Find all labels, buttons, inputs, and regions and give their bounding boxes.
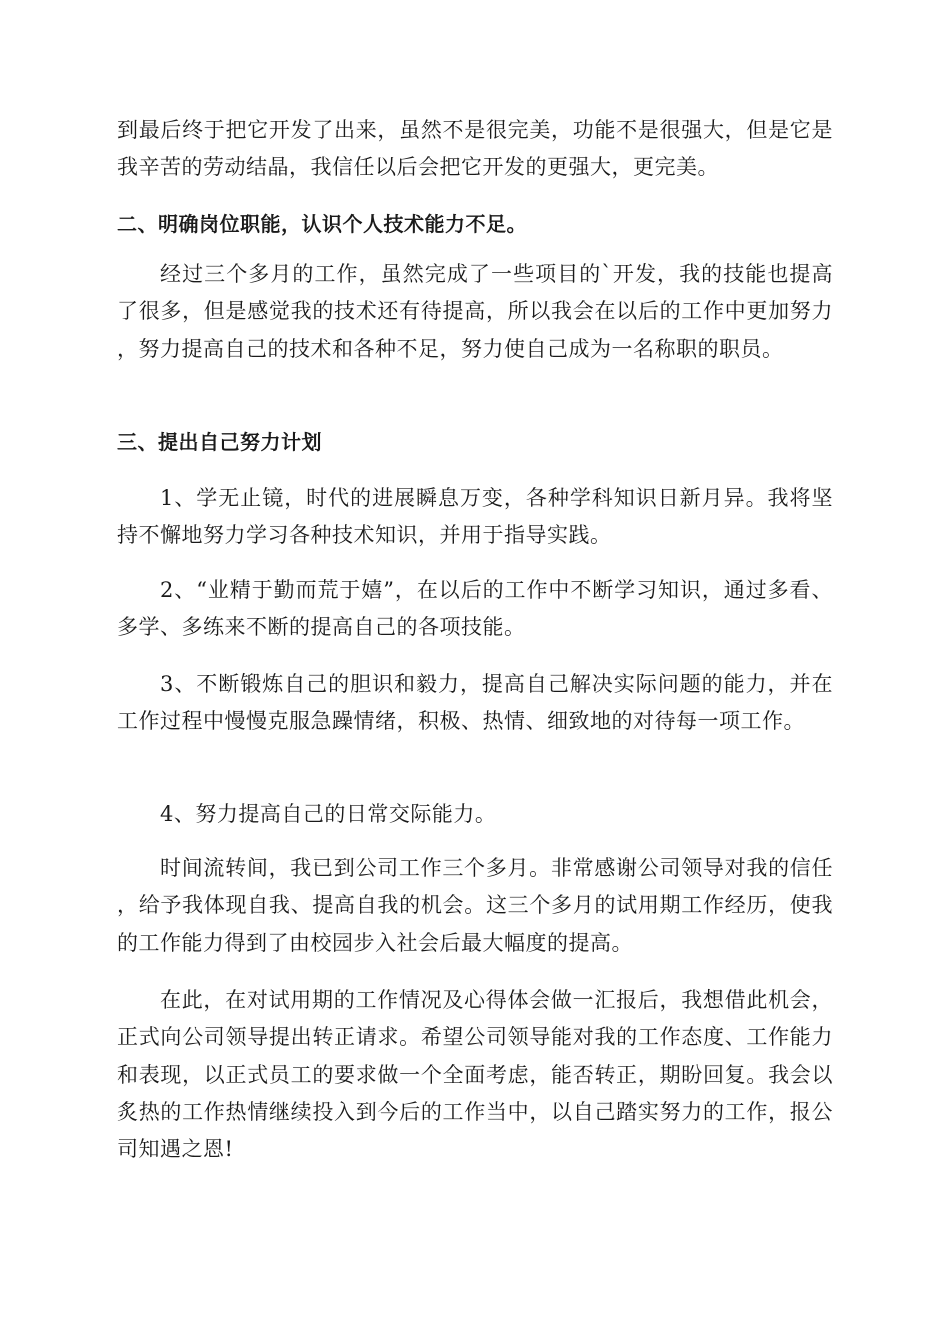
paragraph-reflection: 时间流转间，我已到公司工作三个多月。非常感谢公司领导对我的信任，给予我体现自我、提高自我的机会。这三个多月的试用期工作经历，使我的工作能力得到了由校园步入社会后最大幅度的提高。 <box>117 856 833 955</box>
plan-item-3: 3、不断锻炼自己的胆识和毅力，提高自己解决实际问题的能力，并在工作过程中慢慢克服急躁情绪，积极、热情、细致地的对待每一项工作。 <box>117 672 833 734</box>
paragraph-section-2: 经过三个多月的工作，虽然完成了一些项目的`开发，我的技能也提高了很多，但是感觉我的技术还有待提高，所以我会在以后的工作中更加努力，努力提高自己的技术和各种不足，努力使自己成为一名称职的职员。 <box>117 262 833 361</box>
plan-item-4: 4、努力提高自己的日常交际能力。 <box>160 802 497 826</box>
paragraph-request: 在此，在对试用期的工作情况及心得体会做一汇报后，我想借此机会，正式向公司领导提出转正请求。希望公司领导能对我的工作态度、工作能力和表现，以正式员工的要求做一个全面考虑，能否转正，期盼回复。我会以炙热的工作热情继续投入到今后的工作当中，以自己踏实努力的工作，报公司知遇之恩! <box>117 988 833 1162</box>
plan-item-2: 2、“业精于勤而荒于嬉”，在以后的工作中不断学习知识，通过多看、多学、多练来不断的提高自己的各项技能。 <box>117 578 833 640</box>
plan-item-1: 1、学无止镜，时代的进展瞬息万变，各种学科知识日新月异。我将坚持不懈地努力学习各种技术知识，并用于指导实践。 <box>117 486 833 548</box>
section-heading-3: 三、提出自己努力计划 <box>117 430 322 454</box>
paragraph-continuation: 到最后终于把它开发了出来，虽然不是很完美，功能不是很强大，但是它是我辛苦的劳动结晶，我信任以后会把它开发的更强大，更完美。 <box>117 118 833 180</box>
section-heading-2: 二、明确岗位职能，认识个人技术能力不足。 <box>117 212 527 236</box>
